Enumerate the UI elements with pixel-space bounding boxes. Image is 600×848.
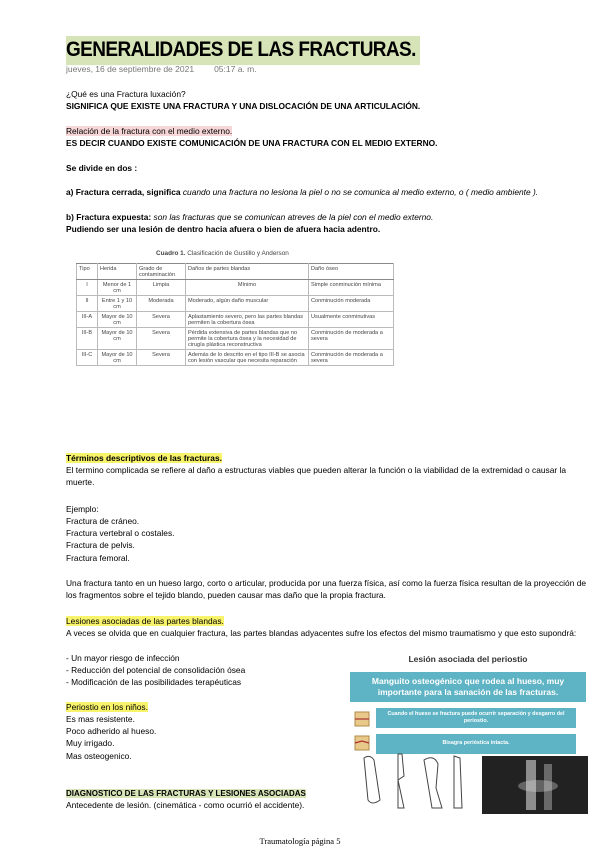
closed-fracture-label: a) Fractura cerrada, significa bbox=[66, 187, 183, 197]
question-1-answer: SIGNIFICA QUE EXISTE UNA FRACTURA Y UNA DISLOCACIÓN DE UNA ARTICULACIÓN. bbox=[66, 101, 421, 111]
list-item: Muy irrigado. bbox=[66, 738, 115, 749]
table-caption-number: Cuadro 1. bbox=[156, 250, 186, 257]
table-cell: Limpia bbox=[137, 280, 186, 296]
bone-icon bbox=[352, 708, 372, 730]
page-meta bbox=[66, 64, 257, 74]
table-cell: Severa bbox=[137, 312, 186, 328]
table-header: Tipo bbox=[77, 264, 98, 280]
terms-heading-text: Términos descriptivos de las fracturas. bbox=[66, 453, 222, 463]
table-cell: Entre 1 y 10 cm bbox=[98, 296, 137, 312]
table-header: Daños de partes blandas bbox=[186, 264, 309, 280]
figure-banner: Manguito osteogénico que rodea al hueso, muy importante para la sanación de las fracturas. bbox=[350, 672, 586, 702]
table-cell: Mayor de 10 cm bbox=[98, 312, 137, 328]
open-fracture bbox=[66, 211, 590, 223]
table-header: Herida bbox=[98, 264, 137, 280]
page-date: jueves, 16 de septiembre de 2021 bbox=[66, 64, 195, 74]
table-cell: III-B bbox=[77, 328, 98, 350]
kids-heading-text: Periostio en los niños. bbox=[66, 702, 148, 712]
question-1: ¿Qué es una Fractura luxación? bbox=[66, 89, 186, 99]
classification-table-figure bbox=[76, 250, 396, 366]
example-label: Ejemplo: bbox=[66, 504, 99, 514]
kids-list bbox=[66, 713, 336, 762]
table-cell: Conminución de moderada a severa bbox=[309, 328, 394, 350]
figure-row-2: Bisagra perióstica intacta. bbox=[376, 734, 576, 754]
list-item: - Un mayor riesgo de infección bbox=[66, 653, 180, 663]
terms-heading bbox=[66, 452, 590, 464]
soft-text: A veces se olvida que en cualquier fractura, las partes blandas adyacentes sufre los efectos del mismo traumatismo y que esto supondrá: bbox=[66, 628, 577, 638]
relation-heading bbox=[66, 125, 590, 137]
table-cell: Mínimo bbox=[186, 280, 309, 296]
table-cell: Severa bbox=[137, 350, 186, 366]
force-text: Una fractura tanto en un hueso largo, corto o articular, producida por una fuerza física, así como la fuerza física resultan de la proyección de los fragmentos sobre el tejido blando, pueden causar mas daño que la propia fractura. bbox=[66, 578, 587, 601]
table-header: Daño óseo bbox=[309, 264, 394, 280]
table-row bbox=[77, 328, 394, 350]
table-row bbox=[77, 350, 394, 366]
list-item: Fractura femoral. bbox=[66, 552, 130, 563]
divide-text: Se divide en dos : bbox=[66, 163, 138, 173]
table-row bbox=[77, 312, 394, 328]
list-item: Mas osteogenico. bbox=[66, 750, 132, 761]
table-cell: II bbox=[77, 296, 98, 312]
list-item: Fractura de pelvis. bbox=[66, 540, 135, 551]
closed-fracture-text: cuando una fractura no lesiona la piel o no se comunica al medio externo, o ( medio ambiente ). bbox=[182, 187, 539, 197]
relation-heading-text: Relación de la fractura con el medio externo. bbox=[66, 126, 233, 136]
kids-heading bbox=[66, 701, 336, 713]
table-cell: Además de lo descrito en el tipo III-B se asocia con lesión vascular que necesita reparación bbox=[186, 350, 309, 366]
table-cell: III-C bbox=[77, 350, 98, 366]
table-header: Grado de contaminación bbox=[137, 264, 186, 280]
examples-list bbox=[66, 515, 590, 564]
table-cell: III-A bbox=[77, 312, 98, 328]
table-caption-text: Clasificación de Gustillo y Anderson bbox=[185, 250, 289, 257]
table-cell: I bbox=[77, 280, 98, 296]
table-cell: Pérdida extensiva de partes blandas que no permite la cobertura ósea y la necesidad de cirugía plástica reconstructiva bbox=[186, 328, 309, 350]
table-cell: Menor de 1 cm bbox=[98, 280, 137, 296]
open-fracture-label: b) Fractura expuesta: bbox=[66, 212, 154, 222]
open-fracture-note: Pudiendo ser una lesión de dentro hacia afuera o bien de afuera hacia adentro. bbox=[66, 224, 381, 234]
list-item: Fractura vertebral o costales. bbox=[66, 528, 175, 539]
page-title: GENERALIDADES DE LAS FRACTURAS. bbox=[66, 36, 420, 65]
page-footer: Traumatología página 5 bbox=[259, 836, 341, 846]
terms-text: El termino complicada se refiere al daño a estructuras viables que pueden alterar la función o la viabilidad de la extremidad o causar la muerte. bbox=[66, 465, 566, 488]
table-cell: Moderada bbox=[137, 296, 186, 312]
relation-text: ES DECIR CUANDO EXISTE COMUNICACIÓN DE UNA FRACTURA CON EL MEDIO EXTERNO. bbox=[66, 138, 438, 148]
xray-image-icon bbox=[482, 756, 588, 814]
table-caption bbox=[156, 250, 396, 257]
list-item: Poco adherido al hueso. bbox=[66, 726, 157, 737]
table-cell: Aplastamiento severo, pero las partes blandas permiten la cobertura ósea bbox=[186, 312, 309, 328]
table-cell: Severa bbox=[137, 328, 186, 350]
figure-title: Lesión asociada del periostio bbox=[408, 654, 528, 664]
diagnosis-text: Antecedente de lesión. (cinemática - como ocurrió el accidente). bbox=[66, 800, 305, 810]
table-cell: Moderado, algún daño muscular bbox=[186, 296, 309, 312]
table-cell: Conminución moderada bbox=[309, 296, 394, 312]
table-cell: Usualmente conminutivas bbox=[309, 312, 394, 328]
soft-list bbox=[66, 652, 336, 689]
open-fracture-text: son las fracturas que se comunican atreves de la piel con el medio externo. bbox=[153, 212, 434, 222]
periosteum-figure bbox=[346, 648, 590, 814]
soft-heading-text: Lesiones asociadas de las partes blandas. bbox=[66, 616, 224, 626]
table-cell: Mayor de 10 cm bbox=[98, 350, 137, 366]
diagnosis-heading-text: DIAGNOSTICO DE LAS FRACTURAS Y LESIONES ASOCIADAS bbox=[66, 789, 306, 798]
bone-drawings-icon bbox=[354, 750, 480, 814]
list-item: Fractura de cráneo. bbox=[66, 516, 140, 526]
table-cell: Conminución de moderada a severa bbox=[309, 350, 394, 366]
figure-row-1: Cuando el hueso se fractura puede ocurrir separación y desgarro del periostio. bbox=[376, 708, 576, 728]
page-time: 05:17 a. m. bbox=[214, 64, 257, 74]
table-row bbox=[77, 296, 394, 312]
list-item: - Reducción del potencial de consolidación ósea bbox=[66, 665, 246, 676]
list-item: Es mas resistente. bbox=[66, 714, 135, 724]
closed-fracture bbox=[66, 186, 590, 198]
table-header-row bbox=[77, 264, 394, 280]
list-item: - Modificación de las posibilidades terapéuticas bbox=[66, 677, 242, 688]
table-cell: Simple conminución mínima bbox=[309, 280, 394, 296]
classification-table bbox=[76, 263, 394, 366]
soft-heading bbox=[66, 615, 590, 627]
table-cell: Mayor de 10 cm bbox=[98, 328, 137, 350]
table-row bbox=[77, 280, 394, 296]
